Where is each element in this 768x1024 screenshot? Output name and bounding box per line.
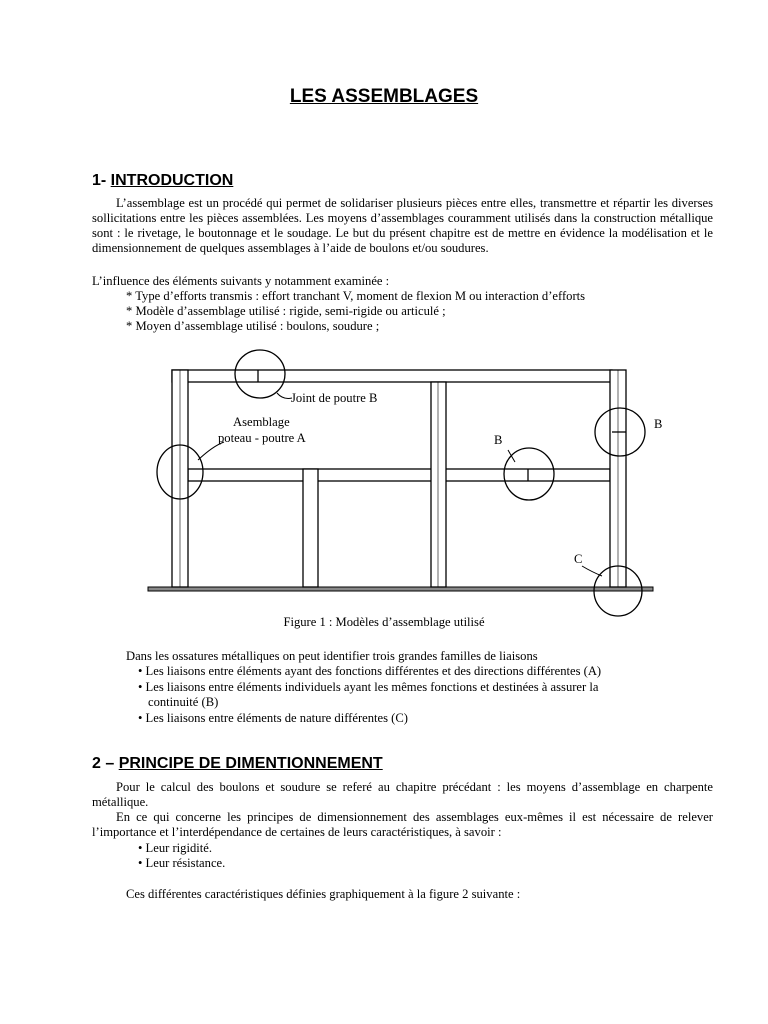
section-2-heading [92, 755, 383, 773]
section-1-title: INTRODUCTION [110, 172, 234, 189]
leader-c [582, 566, 602, 576]
label-joint-poutre: Joint de poutre B [291, 391, 378, 405]
label-assemblage-2: poteau - poutre A [218, 431, 306, 445]
column-interior [303, 469, 318, 587]
section-1-number: 1- [92, 172, 111, 189]
intro-paragraph [92, 196, 713, 256]
middle-beam [188, 469, 610, 481]
families-intro: Dans les ossatures métalliques on peut identifier trois grandes familles de liaisons [126, 649, 538, 663]
section-2-closing: Ces différentes caractéristiques définies graphiquement à la figure 2 suivante : [126, 887, 521, 901]
section-1-heading [92, 172, 233, 190]
list-item: * Moyen d’assemblage utilisé : boulons, soudure ; [126, 319, 380, 333]
section-2-title: PRINCIPE DE DIMENTIONNEMENT [118, 755, 383, 772]
list-item: • Les liaisons entre éléments ayant des fonctions différentes et des directions différentes (A) [138, 664, 602, 678]
list-item: • Les liaisons entre éléments individuels ayant les mêmes fonctions et destinées à assurer la [138, 680, 599, 694]
label-assemblage-1: Asemblage [233, 415, 290, 429]
leader-b-mid [508, 450, 515, 462]
section-2-paragraph-2 [92, 810, 713, 840]
label-c: C [574, 552, 583, 566]
list-item: * Modèle d’assemblage utilisé : rigide, semi-rigide ou articulé ; [126, 304, 446, 318]
intro-text: L’assemblage est un procédé qui permet de solidariser plusieurs pièces entre elles, transmettre et répartir les diverses sollicitations entre les pièces assemblées. Les moyens d’assemblages couramment utilisés dans la construction métallique sont : le rivetage, le boutonnage et le soudage. Le but du présent chapitre est de mettre en évidence la modélisation et le dimensionnement de quelques assemblages à l’aide de boulons et/ou soudures. [92, 196, 713, 255]
section-2-paragraph-1 [92, 780, 713, 810]
section-2-text-2: En ce qui concerne les principes de dimensionnement des assemblages eux-mêmes il est nécessaire de relever l’importance et l’interdépendance de certaines de leurs caractéristiques, à savoir : [92, 810, 713, 839]
list-item: • Leur rigidité. [138, 841, 213, 855]
figure-1-frame-diagram [130, 358, 663, 620]
ground-line [148, 587, 653, 591]
list-item: continuité (B) [148, 695, 219, 709]
list-item: * Type d’efforts transmis : effort tranchant V, moment de flexion M ou interaction d’efforts [126, 289, 586, 303]
list-item: • Les liaisons entre éléments de nature différentes (C) [138, 711, 408, 725]
leader-joint [277, 393, 292, 398]
figure-1-caption: Figure 1 : Modèles d’assemblage utilisé [283, 615, 485, 629]
column-center [431, 382, 446, 587]
label-b-middle: B [494, 433, 503, 447]
influence-line: L’influence des éléments suivants y notamment examinée : [92, 274, 390, 288]
section-2-number: 2 – [92, 755, 119, 772]
top-beam [172, 370, 612, 382]
list-item: • Leur résistance. [138, 856, 226, 870]
section-2-text-1: Pour le calcul des boulons et soudure se referé au chapitre précédant : les moyens d’assemblage en charpente métallique. [92, 780, 713, 809]
label-b-right: B [654, 417, 663, 431]
page-title: LES ASSEMBLAGES [289, 86, 479, 107]
